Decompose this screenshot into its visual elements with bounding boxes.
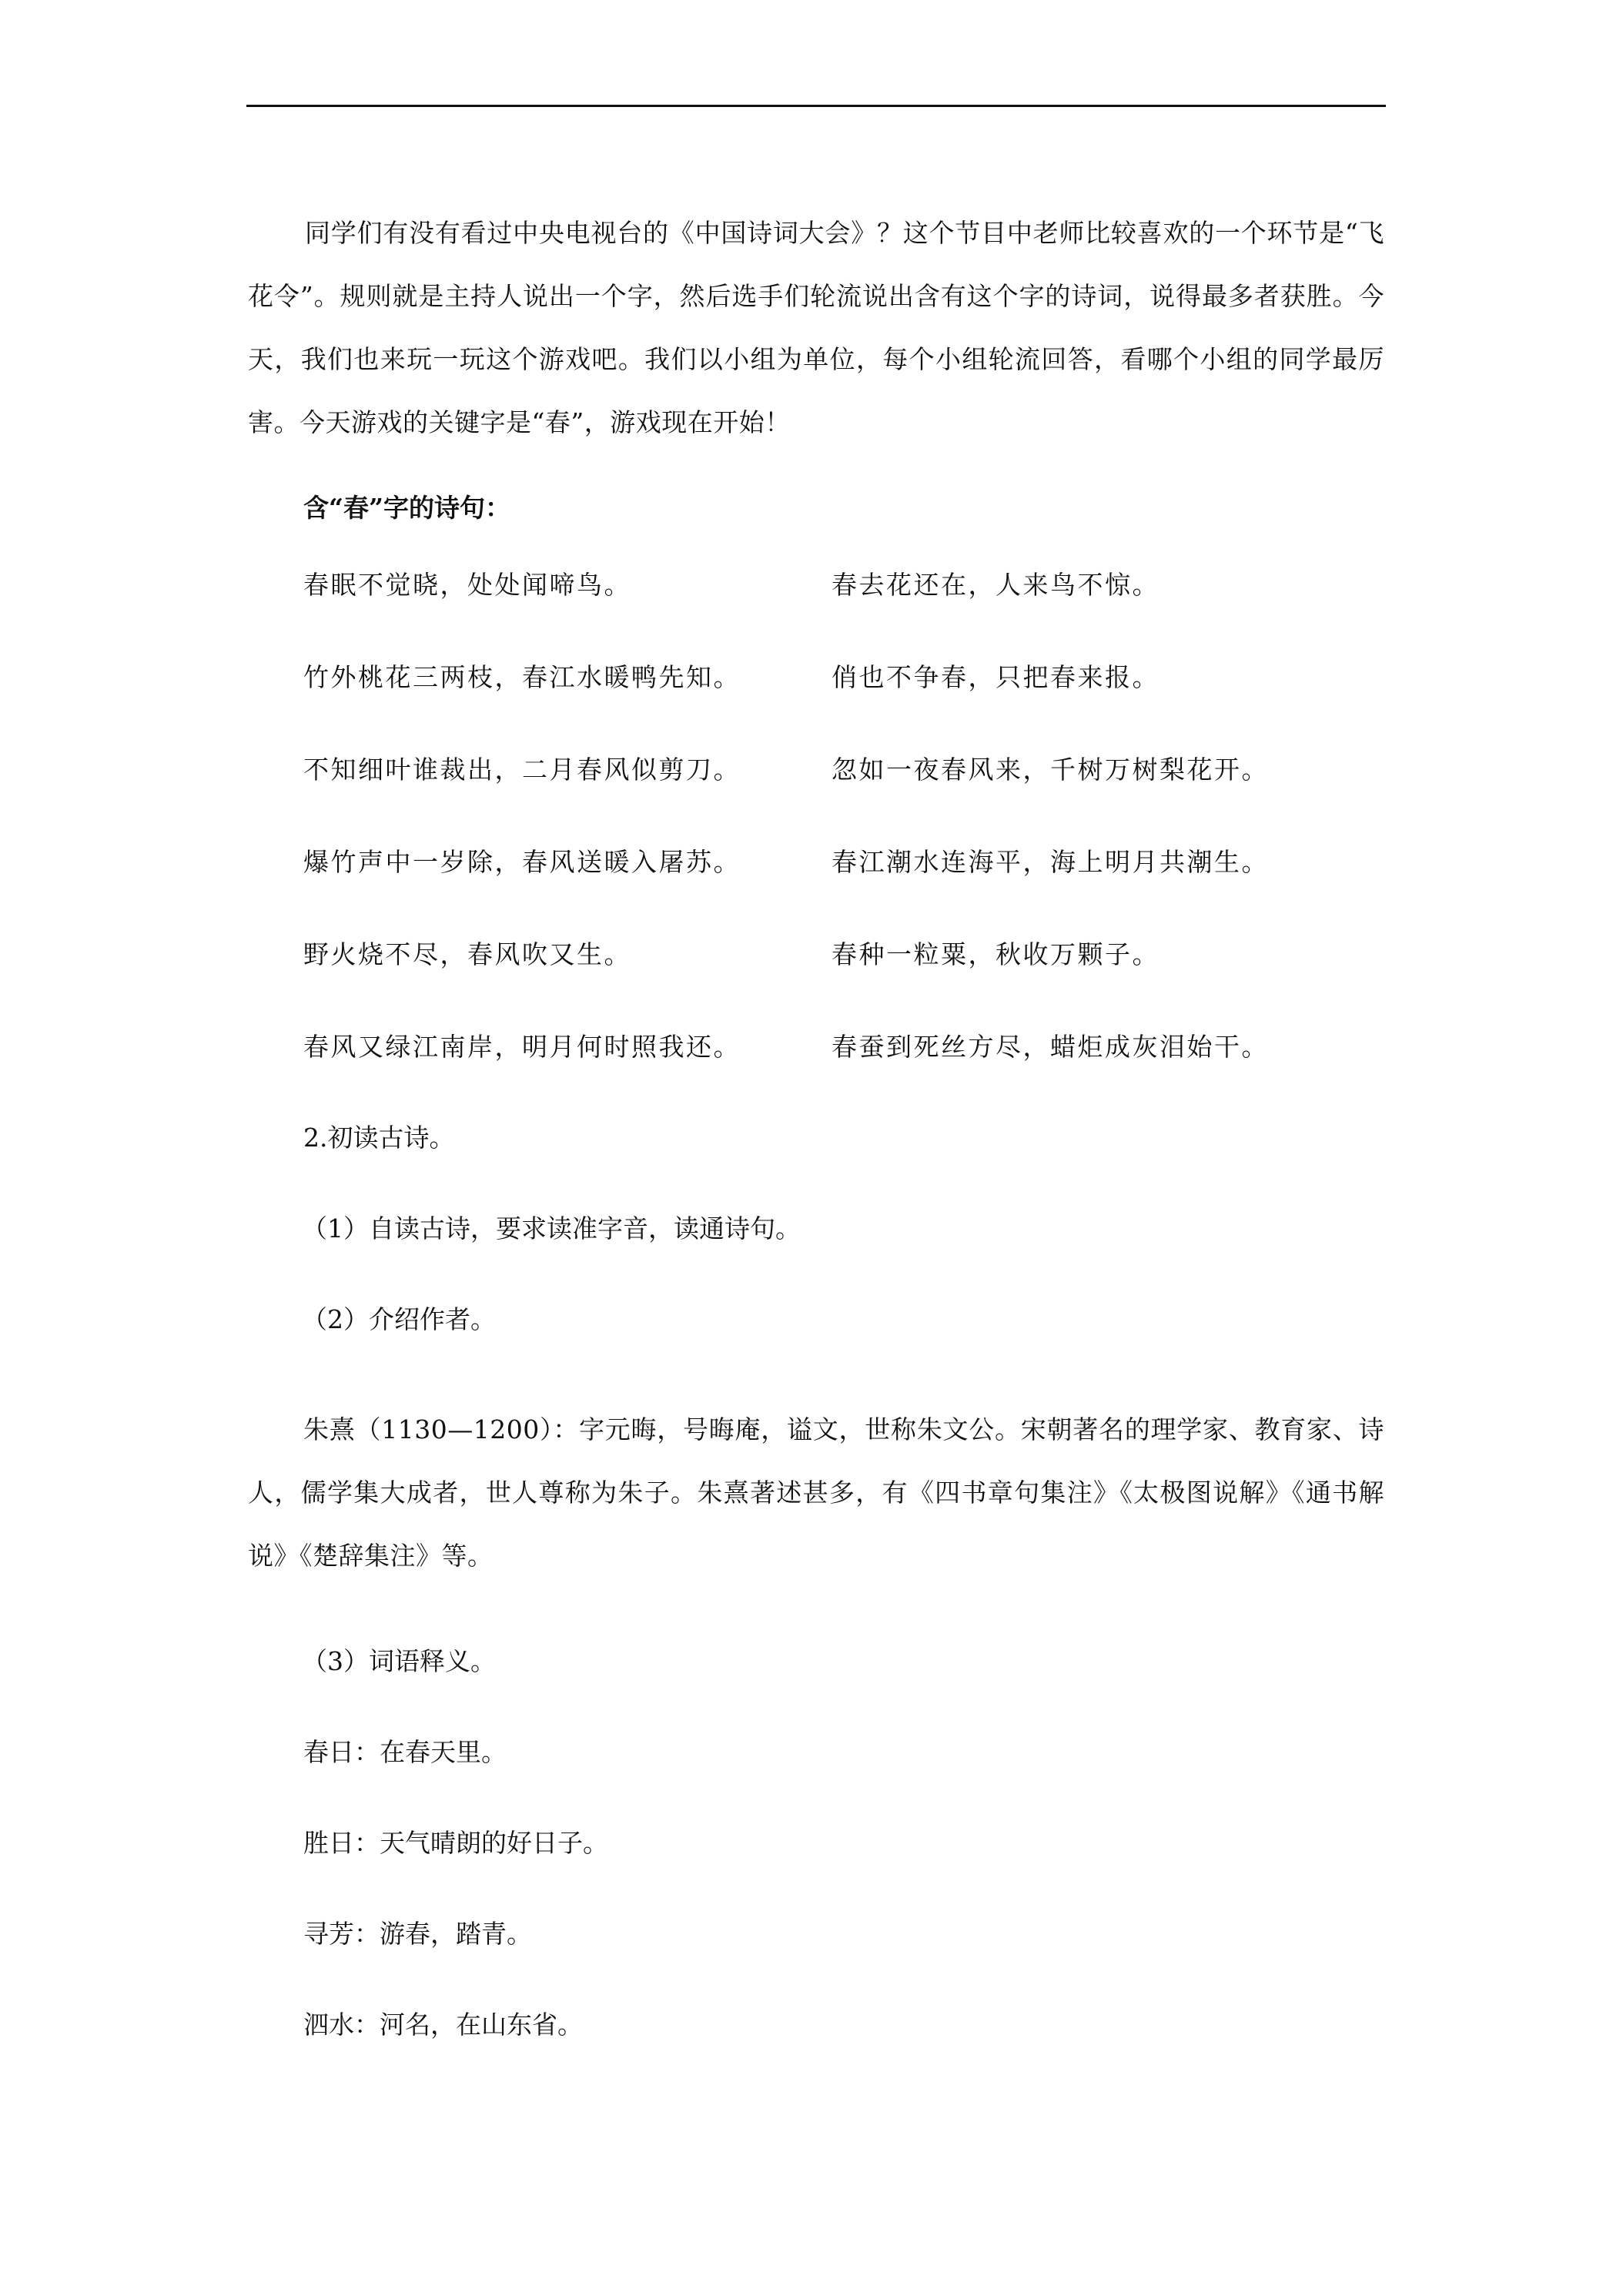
- step-item: （1）自读古诗，要求读准字音，读通诗句。: [302, 1213, 801, 1243]
- poem-line: 春去花还在，人来鸟不惊。: [832, 570, 1160, 600]
- intro-paragraph: 同学们有没有看过中央电视台的《中国诗词大会》？这个节目中老师比较喜欢的一个环节是“飞花令”。规则就是主持人说出一个字，然后选手们轮流说出含有这个字的诗词，说得最多者获胜。今天，我们也来玩一玩这个游戏吧。我们以小组为单位，每个小组轮流回答，看哪个小组的同学最厉害。今天游戏的关键字是“春”，游戏现在开始！: [248, 218, 1384, 437]
- glossary-item: 寻芳：游春，踏青。: [303, 1919, 532, 1949]
- poem-line: 春眠不觉晓，处处闻啼鸟。: [303, 570, 631, 600]
- poem-line: 春风又绿江南岸，明月何时照我还。: [303, 1032, 741, 1062]
- glossary-item: 胜日：天气晴朗的好日子。: [303, 1828, 608, 1858]
- author-bio: 朱熹（1130—1200）：字元晦，号晦庵，谥文，世称朱文公。宋朝著名的理学家、教育家、诗人，儒学集大成者，世人尊称为朱子。朱熹著述甚多，有《四书章句集注》《太极图说解》《通书解说》《楚辞集注》等。: [248, 1414, 1384, 1571]
- step-item: （2）介绍作者。: [302, 1304, 496, 1334]
- poem-line: 野火烧不尽，春风吹又生。: [303, 939, 631, 969]
- section-heading: 2.初读古诗。: [303, 1123, 455, 1153]
- poem-line: 爆竹声中一岁除，春风送暖入屠苏。: [303, 847, 741, 877]
- poem-line: 俏也不争春，只把春来报。: [832, 662, 1160, 692]
- poem-line: 春种一粒粟，秋收万颗子。: [832, 939, 1160, 969]
- poem-line: 竹外桃花三两枝，春江水暖鸭先知。: [303, 662, 741, 692]
- poem-line: 不知细叶谁裁出，二月春风似剪刀。: [303, 755, 741, 785]
- poems-heading: 含“春”字的诗句：: [303, 493, 510, 523]
- step-item: （3）词语释义。: [302, 1646, 496, 1676]
- glossary-item: 春日：在春天里。: [303, 1737, 507, 1767]
- poem-list: [303, 568, 1384, 1064]
- poem-line: 忽如一夜春风来，千树万树梨花开。: [832, 755, 1269, 785]
- header-rule: [246, 105, 1386, 107]
- poem-line: 春蚕到死丝方尽，蜡炬成灰泪始干。: [832, 1032, 1269, 1062]
- glossary-item: 泗水：河名，在山东省。: [303, 2010, 583, 2040]
- poem-line: 春江潮水连海平，海上明月共潮生。: [832, 847, 1269, 877]
- document-body: [248, 202, 1384, 2042]
